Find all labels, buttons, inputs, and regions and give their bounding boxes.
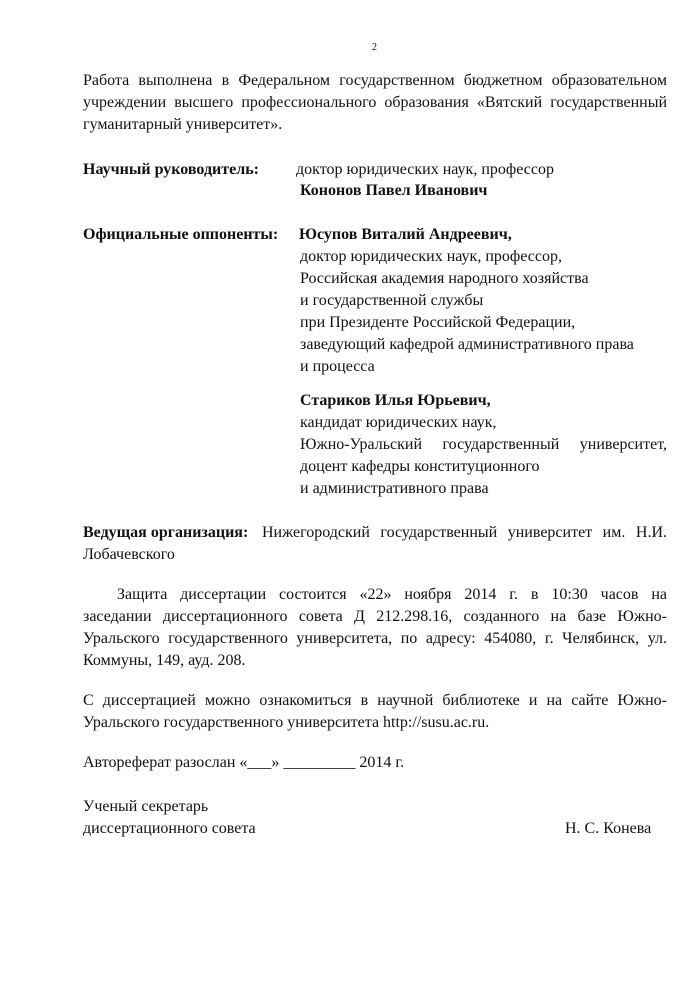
leading-org-label: Ведущая организация:: [83, 524, 249, 541]
leading-org-text-cont: Лобачевского: [83, 546, 175, 563]
opponent-2-line: и административного права: [300, 480, 489, 497]
leading-org-text: Нижегородский государственный университет им. Н.И.: [262, 524, 667, 541]
intro-line-2: учреждении высшего профессионального образования «Вятский государственный: [83, 94, 667, 111]
opponent-1-name: Юсупов Виталий Андреевич,: [299, 226, 512, 243]
defense-line-1: Защита диссертации состоится «22» ноября 2014 г. в 10:30 часов на: [117, 586, 667, 603]
opponent-2-name: Стариков Илья Юрьевич,: [300, 392, 491, 409]
library-line-1: С диссертацией можно ознакомиться в научной библиотеке и на сайте Южно-: [83, 692, 667, 709]
sent-date-line: Автореферат разослан «___» _________ 2014 г.: [83, 754, 405, 771]
library-line-2: Уральского государственного университета http://susu.ac.ru.: [83, 714, 490, 731]
supervisor-name: Кононов Павел Иванович: [300, 182, 488, 199]
opponent-1-line: и государственной службы: [300, 292, 484, 309]
defense-line-2: заседании диссертационного совета Д 212.298.16, созданного на базе Южно-: [83, 608, 667, 625]
supervisor-label: Научный руководитель:: [83, 161, 259, 178]
defense-line-3: Уральского государственного университета, по адресу: 454080, г. Челябинск, ул.: [83, 630, 667, 647]
opponent-1-line: и процесса: [300, 358, 375, 375]
secretary-title-1: Ученый секретарь: [83, 798, 209, 815]
opponent-1-line: при Президенте Российской Федерации,: [300, 314, 576, 331]
secretary-title-2: диссертационного совета: [83, 820, 256, 837]
page-number: 2: [372, 42, 377, 53]
opponents-label: Официальные оппоненты:: [83, 226, 279, 243]
defense-line-4: Коммуны, 149, ауд. 208.: [83, 652, 246, 669]
opponent-2-line: доцент кафедры конституционного: [300, 458, 540, 475]
opponent-1-line: Российская академия народного хозяйства: [300, 270, 589, 287]
opponent-1-line: доктор юридических наук, профессор,: [300, 248, 562, 265]
opponent-2-line: кандидат юридических наук,: [300, 414, 497, 431]
supervisor-degree: доктор юридических наук, профессор: [296, 161, 554, 178]
intro-line-1: Работа выполнена в Федеральном государственном бюджетном образовательном: [83, 72, 667, 89]
opponent-1-line: заведующий кафедрой административного права: [300, 336, 634, 353]
intro-line-3: гуманитарный университет».: [83, 116, 283, 133]
opponent-2-line: Южно-Уральский государственный университет,: [300, 436, 667, 453]
secretary-name: Н. С. Конева: [565, 820, 652, 837]
